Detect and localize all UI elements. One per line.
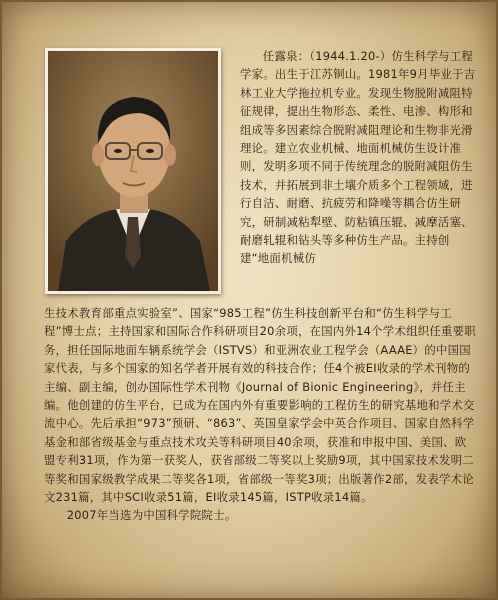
bio-election-paragraph: 2007年当选为中国科学院院士。 [66, 508, 237, 523]
bio-body-paragraph: 生技术教育部重点实验室”、国家“985工程”仿生科技创新平台和“仿生科学与工程”博士点；主持国家和国际合作科研项目20余项，在国内外14个学术组织任重要职务，担任国际地面车辆系统学会（ISTVS）和亚洲农业工程学会（AAAE）的中国国家代表，与多个国家的知名学者开展有效的科技合作；任4个被EI收录的学术刊物的主编、副主编，创办国际性学术刊物《Journal of Bionic Engineering》，并任主编。他创建的仿生平台，已成为在国内外有重要影响的工程仿生的研究基地和学术交流中心。先后承担“973”预研、“863”、英国皇家学会中英合作项目、国家自然科学基金和部省级基金与重点技术攻关等科研项目40余项，获准和申报中国、美国、欧盟专利31项，作为第一获奖人，获省部级二等奖以上奖励9项，其中国家技术发明二等奖和国家级教学成果二等奖各1项，省部级一等奖3项；出版著作2部，发表学术论文231篇，其中SCI收录51篇，EI收录145篇，ISTP收录14篇。 [44, 306, 476, 505]
portrait-photo [45, 48, 221, 294]
bio-body-text [44, 304, 478, 525]
portrait-illustration [48, 51, 218, 291]
bio-intro-paragraph: 任露泉：（1944.1.20-）仿生科学与工程学家。出生于江苏铜山。1981年9月毕业于吉林工业大学拖拉机专业。发现生物脱附减阻特征规律，提出生物形态、柔性、电渗、构形和组成等多因素综合脱附减阻理论和生物非光滑理论。建立农业机械、地面机械仿生设计准则，发明多项不同于传统理念的脱附减阻仿生技术，并拓展到非土壤介质多个工程领域，进行自洁、耐磨、抗疲劳和降噪等耦合仿生研究，研制减粘犁壁、防粘镇压辊、减摩活塞、耐磨轧辊和钻头等多种仿生产品。主持创建“地面机械仿 [240, 49, 476, 266]
bio-intro-text [240, 47, 476, 268]
